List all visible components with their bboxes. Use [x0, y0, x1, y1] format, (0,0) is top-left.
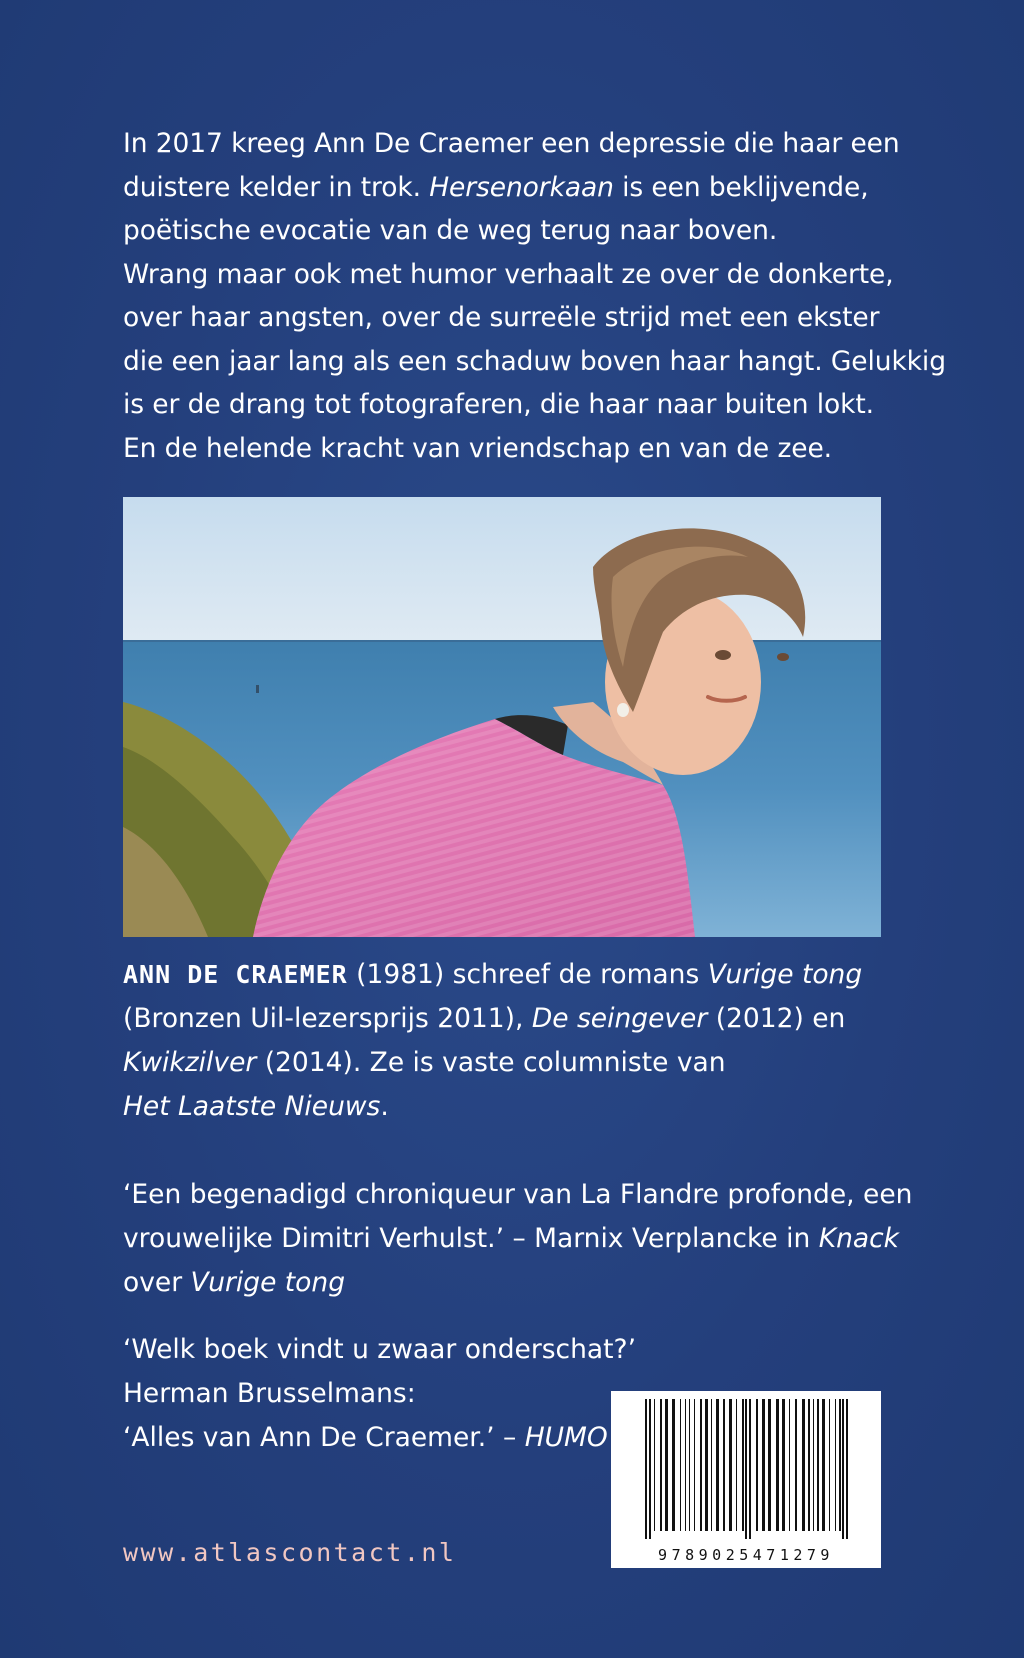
barcode-bar — [700, 1399, 702, 1531]
quote-line — [123, 1328, 637, 1372]
quote-text: over — [123, 1267, 191, 1298]
barcode-bar — [729, 1399, 732, 1531]
barcode-bar — [782, 1399, 785, 1531]
barcode-bar — [723, 1399, 725, 1531]
newspaper-title: Het Laatste Nieuws — [123, 1091, 381, 1122]
book-title: Vurige tong — [707, 959, 863, 990]
barcode-guard-bar — [645, 1399, 647, 1539]
quote-text: ‘Een begenadigd chroniqueur van La Flandre profonde, een — [123, 1179, 913, 1210]
barcode-bar — [689, 1399, 690, 1531]
barcode-bar — [795, 1399, 797, 1531]
barcode-guard-bar — [745, 1399, 747, 1539]
barcode-bar — [660, 1399, 662, 1531]
barcode-bar — [680, 1399, 681, 1531]
quote-line — [123, 1416, 608, 1460]
barcode-bar — [716, 1399, 719, 1531]
barcode-bar — [829, 1399, 830, 1531]
barcode-guard-bar — [749, 1399, 751, 1539]
barcode-bar — [808, 1399, 810, 1531]
blurb-text: is een beklijvende, — [613, 171, 869, 203]
barcode-bar — [654, 1399, 655, 1531]
author-bio — [123, 953, 923, 1129]
blurb-text: Wrang maar ook met humor verhaalt ze over de donkerte, — [123, 258, 894, 290]
quote-line — [123, 1261, 943, 1305]
blurb-line — [123, 166, 913, 210]
barcode-bar — [762, 1399, 765, 1531]
author-name: ANN DE CRAEMER — [123, 960, 348, 989]
barcode-bar — [835, 1399, 836, 1531]
barcode-bar — [813, 1399, 814, 1531]
bio-line — [123, 1041, 923, 1085]
blurb-text: duistere kelder in trok. — [123, 171, 430, 203]
blurb-text: die een jaar lang als een schaduw boven haar hangt. Gelukkig — [123, 345, 946, 377]
blurb-line — [123, 209, 913, 253]
barcode-bar — [711, 1399, 712, 1531]
barcode-bar — [665, 1399, 668, 1531]
quote-line — [123, 1173, 943, 1217]
book-title: Vurige tong — [190, 1267, 346, 1298]
barcode-guard-bar — [842, 1399, 844, 1539]
blurb-text: is er de drang tot fotograferen, die haar naar buiten lokt. — [123, 389, 874, 420]
blurb-line — [123, 383, 913, 427]
quote-line — [123, 1372, 603, 1416]
bio-text: (2012) en — [707, 1003, 846, 1034]
barcode-bar — [822, 1399, 825, 1531]
barcode-bars — [611, 1391, 881, 1541]
isbn-barcode — [611, 1391, 881, 1568]
book-title: Kwikzilver — [123, 1047, 257, 1078]
quote-text: Herman Brusselmans: — [123, 1378, 416, 1409]
blurb-text: En de helende kracht van vriendschap en van de zee. — [123, 432, 832, 464]
author-photo-illustration — [123, 497, 881, 937]
publisher-website[interactable]: www.atlascontact.nl — [123, 1538, 457, 1567]
quote-text: vrouwelijke Dimitri Verhulst.’ – Marnix Verplancke in — [123, 1223, 819, 1254]
barcode-bar — [817, 1399, 819, 1531]
barcode-bar — [776, 1399, 779, 1531]
barcode-bar — [768, 1399, 771, 1531]
blurb-line — [123, 340, 946, 384]
barcode-bar — [672, 1399, 675, 1531]
quote-line — [123, 1217, 943, 1261]
bio-line — [123, 953, 923, 997]
blurb-text: over haar angsten, over de surreële strijd met een ekster — [123, 302, 880, 333]
barcode-bar — [742, 1399, 744, 1531]
barcode-bar — [802, 1399, 805, 1531]
barcode-bar — [685, 1399, 686, 1531]
review-quote-knack — [123, 1173, 943, 1305]
book-title: Hersenorkaan — [429, 171, 614, 203]
bio-text: (Bronzen Uil-lezersprijs 2011), — [123, 1003, 532, 1034]
barcode-bar — [839, 1399, 841, 1531]
blurb-text: poëtische evocatie van de weg terug naar boven. — [123, 215, 778, 246]
quote-text: ‘Alles van Ann De Craemer.’ – — [123, 1422, 525, 1453]
bio-line — [123, 1085, 923, 1129]
barcode-guard-bar — [649, 1399, 651, 1539]
back-cover-blurb — [123, 122, 946, 470]
quote-text: ‘Welk boek vindt u zwaar onderschat?’ — [123, 1334, 637, 1365]
isbn-number: 9789025471279 — [658, 1546, 834, 1564]
barcode-guard-bar — [846, 1399, 848, 1539]
blurb-line — [123, 253, 913, 297]
blurb-line — [123, 122, 913, 166]
barcode-bar — [694, 1399, 695, 1531]
blurb-line — [123, 296, 913, 340]
barcode-bar — [736, 1399, 737, 1531]
barcode-bar — [705, 1399, 708, 1531]
blurb-text: In 2017 kreeg Ann De Craemer een depressie die haar een — [123, 128, 900, 159]
bio-text: (2014). Ze is vaste columniste van — [256, 1047, 726, 1078]
barcode-bar — [756, 1399, 758, 1531]
blurb-line — [123, 427, 913, 471]
book-title: De seingever — [531, 1003, 708, 1034]
magazine-title: HUMO — [524, 1422, 608, 1453]
bio-text: . — [380, 1091, 389, 1122]
barcode-bar — [789, 1399, 790, 1531]
bio-line — [123, 997, 923, 1041]
magazine-title: Knack — [818, 1223, 900, 1254]
bio-text: (1981) schreef de romans — [347, 959, 708, 990]
author-photo — [123, 497, 881, 937]
review-quote-humo — [123, 1328, 637, 1460]
